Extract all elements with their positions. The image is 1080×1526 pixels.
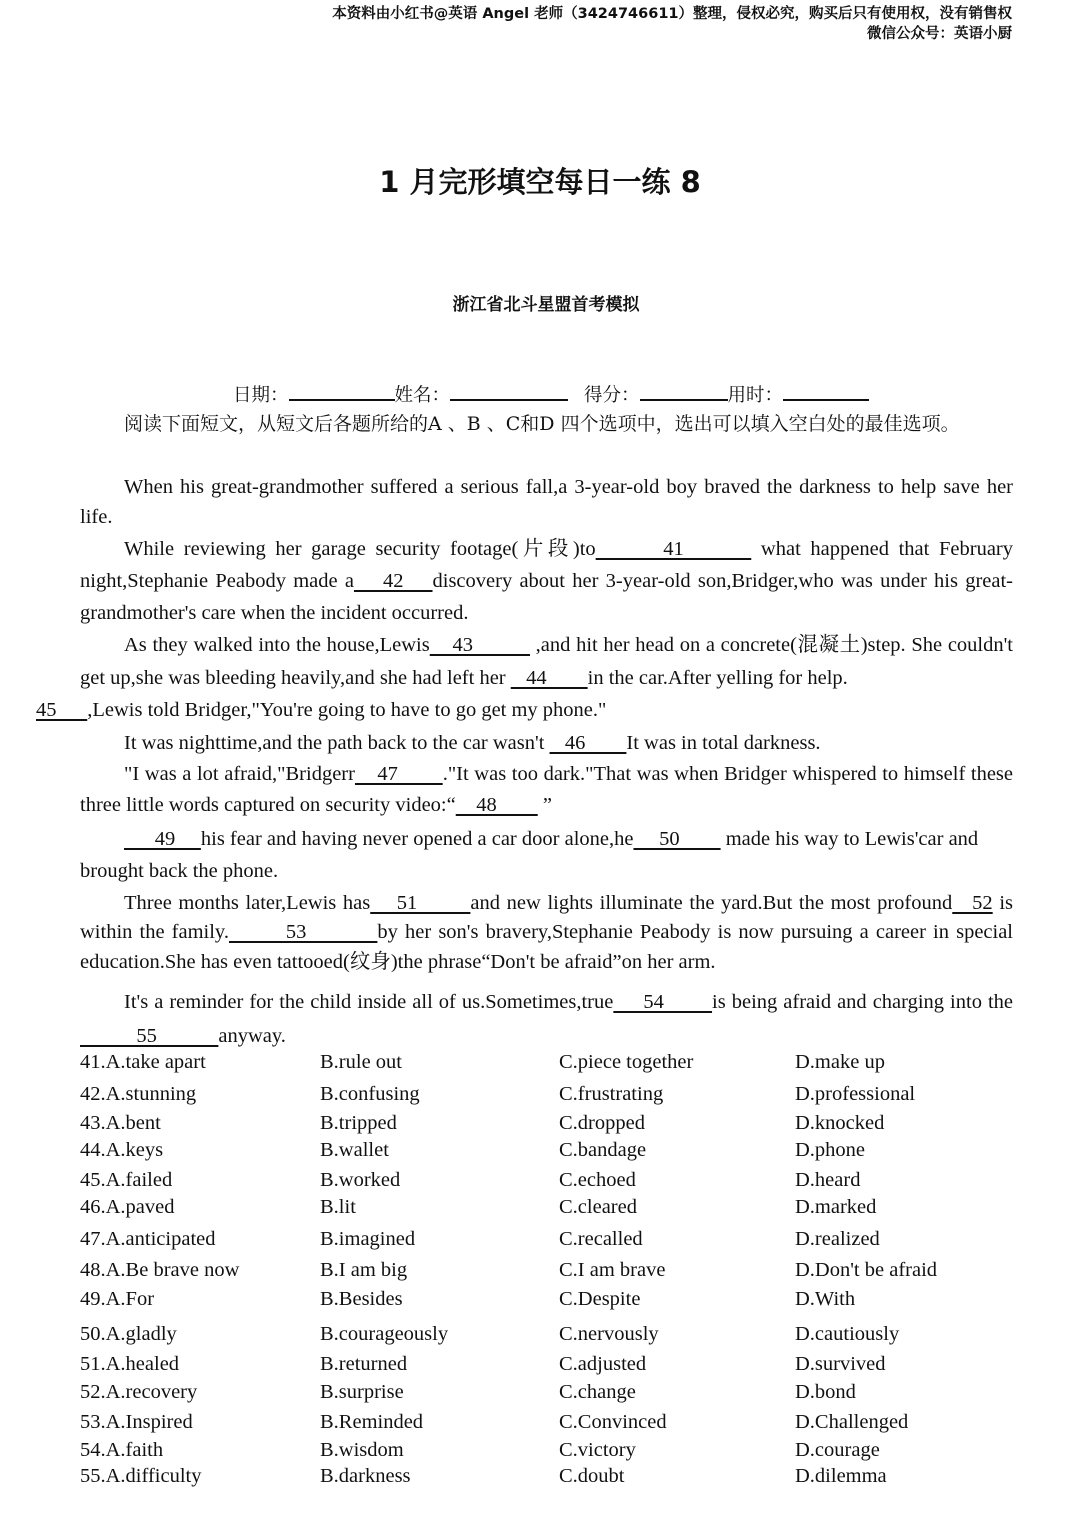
- paragraph-3: As they walked into the house,Lewis 43 ,and hit her head on a concrete(混凝土)step. She couldn't get up,she was bleeding heavily,and she had left her 44 in the car.After yelling for help. 45 ,Lewis told Bridger,"You're going to have to go get my phone.": [36, 634, 1014, 721]
- option-a[interactable]: 53.A.Inspired: [80, 1410, 193, 1433]
- time-label: 用时：: [727, 385, 784, 406]
- blank-47[interactable]: 47: [354, 762, 443, 785]
- option-a[interactable]: 45.A.failed: [80, 1168, 173, 1191]
- option-d[interactable]: D.dilemma: [795, 1464, 887, 1487]
- blank-43[interactable]: 43: [429, 634, 530, 656]
- time-field[interactable]: [783, 381, 869, 401]
- option-b[interactable]: B.wisdom: [320, 1438, 404, 1461]
- option-b[interactable]: B.Besides: [320, 1287, 403, 1310]
- option-b[interactable]: B.surprise: [320, 1380, 404, 1403]
- paragraph-4: It was nighttime,and the path back to the car wasn't 46 It was in total darkness.: [124, 731, 821, 754]
- paragraph-5: "I was a lot afraid,"Bridgerr 47 ."It was too dark."That was when Bridger whispered to himself these three little words captured on security video:“ 48 ”: [80, 762, 1013, 816]
- option-d[interactable]: D.courage: [795, 1438, 880, 1461]
- option-c[interactable]: C.Despite: [559, 1287, 641, 1310]
- option-b[interactable]: B.lit: [320, 1195, 356, 1218]
- copyright-header: [332, 4, 1012, 44]
- option-a[interactable]: 47.A.anticipated: [80, 1227, 216, 1250]
- option-c[interactable]: C.nervously: [559, 1322, 659, 1345]
- option-a[interactable]: 48.A.Be brave now: [80, 1258, 240, 1281]
- blank-41[interactable]: 41: [595, 538, 752, 560]
- blank-48[interactable]: 48: [455, 793, 538, 816]
- option-d[interactable]: D.cautiously: [795, 1322, 900, 1345]
- option-c[interactable]: C.echoed: [559, 1168, 636, 1191]
- option-a[interactable]: 42.A.stunning: [80, 1083, 197, 1106]
- option-c[interactable]: C.change: [559, 1380, 636, 1403]
- score-label: 得分：: [584, 385, 640, 406]
- blank-42[interactable]: 42: [353, 570, 433, 592]
- paragraph-7: Three months later,Lewis has 51 and new lights illuminate the yard.But the most profound 52 is within the family. 53 by her son's bravery,Stephanie Peabody is now pursuing a career in special education.She has even tattooed(纹身)the phrase“Don't be afraid”on her arm.: [80, 891, 1014, 973]
- option-a[interactable]: 43.A.bent: [80, 1112, 161, 1135]
- option-c[interactable]: C.bandage: [559, 1139, 647, 1162]
- blank-45[interactable]: 45: [36, 699, 88, 721]
- option-a[interactable]: 50.A.gladly: [80, 1322, 177, 1345]
- exam-source: 浙江省北斗星盟首考模拟: [452, 295, 640, 315]
- blank-55[interactable]: 55: [80, 1025, 219, 1047]
- option-c[interactable]: C.victory: [559, 1438, 636, 1461]
- option-c[interactable]: C.doubt: [559, 1464, 625, 1487]
- option-b[interactable]: B.returned: [320, 1352, 408, 1375]
- option-a[interactable]: 41.A.take apart: [80, 1051, 206, 1073]
- option-d[interactable]: D.knocked: [795, 1112, 885, 1135]
- option-c[interactable]: C.frustrating: [559, 1083, 664, 1106]
- name-field[interactable]: [450, 381, 568, 401]
- option-b[interactable]: B.imagined: [320, 1227, 416, 1250]
- blank-54[interactable]: 54: [613, 991, 713, 1013]
- option-b[interactable]: B.confusing: [320, 1083, 420, 1106]
- blank-52[interactable]: 52: [952, 891, 993, 914]
- cloze-passage: [36, 473, 1014, 1053]
- option-b[interactable]: B.rule out: [320, 1051, 402, 1073]
- option-c[interactable]: C.I am brave: [559, 1258, 666, 1281]
- option-a[interactable]: 54.A.faith: [80, 1438, 164, 1461]
- option-a[interactable]: 49.A.For: [80, 1287, 155, 1310]
- blank-46[interactable]: 46: [549, 731, 627, 754]
- blank-49[interactable]: 49: [124, 827, 201, 850]
- copyright-line: 本资料由小红书@英语 Angel 老师（3424746611）整理，侵权必究，购买后只有使用权，没有销售权: [332, 6, 1012, 22]
- option-d[interactable]: D.realized: [795, 1227, 880, 1250]
- score-field[interactable]: [640, 381, 728, 401]
- instructions: 阅读下面短文，从短文后各题所给的A 、B 、C和D 四个选项中，选出可以填入空白处的最佳选项。: [124, 413, 960, 435]
- option-c[interactable]: C.Convinced: [559, 1410, 667, 1433]
- option-b[interactable]: B.wallet: [320, 1139, 389, 1162]
- option-d[interactable]: D.Challenged: [795, 1410, 909, 1433]
- option-d[interactable]: D.With: [795, 1287, 856, 1310]
- option-b[interactable]: B.courageously: [320, 1322, 449, 1345]
- option-d[interactable]: D.professional: [795, 1083, 916, 1106]
- option-a[interactable]: 46.A.paved: [80, 1195, 175, 1218]
- option-d[interactable]: D.bond: [795, 1380, 856, 1403]
- paragraph-8: It's a reminder for the child inside all of us.Sometimes,true 54 is being afraid and charging into the 55 anyway.: [80, 991, 1014, 1047]
- option-d[interactable]: D.survived: [795, 1352, 886, 1375]
- option-b[interactable]: B.I am big: [320, 1258, 408, 1281]
- option-b[interactable]: B.Reminded: [320, 1410, 424, 1433]
- paragraph-2: While reviewing her garage security footage(片段)to 41 what happened that February night,Stephanie Peabody made a 42 discovery about her 3-year-old son,Bridger,who was under his great-grandmother's care when the incident occurred.: [80, 538, 1014, 624]
- date-label: 日期：: [233, 385, 289, 406]
- option-d[interactable]: D.heard: [795, 1168, 861, 1191]
- option-b[interactable]: B.tripped: [320, 1112, 397, 1135]
- option-a[interactable]: 44.A.keys: [80, 1139, 164, 1162]
- option-d[interactable]: D.Don't be afraid: [795, 1258, 938, 1281]
- page-title: 1 月完形填空每日一练 8: [379, 165, 701, 199]
- option-b[interactable]: B.worked: [320, 1168, 401, 1191]
- paragraph-1: When his great-grandmother suffered a serious fall,a 3-year-old boy braved the darkness to help save her life.: [80, 476, 1013, 528]
- option-d[interactable]: D.phone: [795, 1139, 866, 1162]
- blank-44[interactable]: 44: [510, 666, 588, 689]
- option-c[interactable]: C.dropped: [559, 1112, 645, 1135]
- option-d[interactable]: D.make up: [795, 1051, 885, 1073]
- option-c[interactable]: C.adjusted: [559, 1352, 647, 1375]
- blank-51[interactable]: 51: [370, 891, 471, 914]
- wechat-line: 微信公众号：英语小厨: [867, 26, 1012, 42]
- option-b[interactable]: B.darkness: [320, 1464, 411, 1487]
- option-d[interactable]: D.marked: [795, 1195, 877, 1218]
- paragraph-6: 49 his fear and having never opened a car door alone,he 50 made his way to Lewis'car and brought back the phone.: [80, 827, 979, 882]
- date-field[interactable]: [289, 381, 395, 401]
- blank-53[interactable]: 53: [228, 921, 378, 943]
- option-a[interactable]: 52.A.recovery: [80, 1380, 198, 1403]
- option-c[interactable]: C.cleared: [559, 1195, 637, 1218]
- student-info-row: [233, 381, 869, 407]
- name-label: 姓名：: [394, 385, 451, 406]
- blank-50[interactable]: 50: [633, 827, 721, 850]
- option-a[interactable]: 51.A.healed: [80, 1352, 180, 1375]
- option-c[interactable]: C.recalled: [559, 1227, 643, 1250]
- option-a[interactable]: 55.A.difficulty: [80, 1464, 202, 1487]
- option-c[interactable]: C.piece together: [559, 1051, 694, 1073]
